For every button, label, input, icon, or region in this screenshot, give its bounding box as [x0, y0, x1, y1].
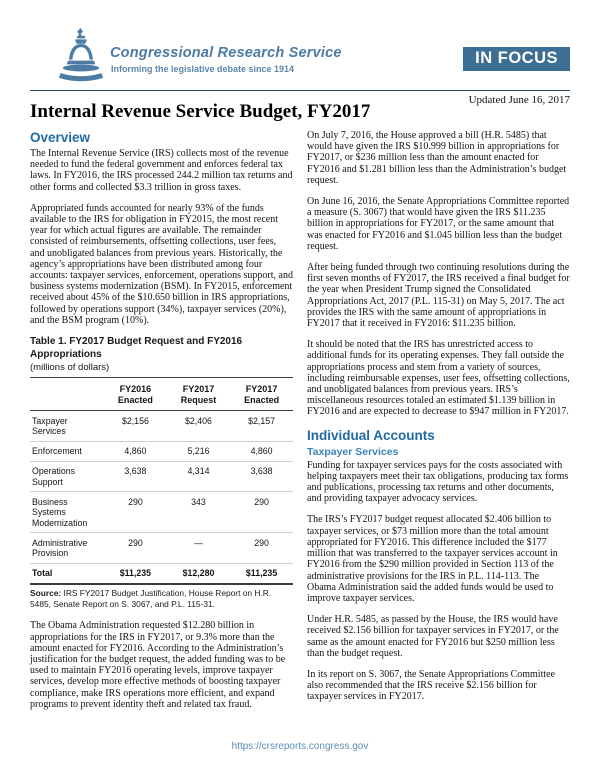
cell-value: $11,235 [230, 563, 293, 584]
document-body [30, 130, 570, 720]
cell-value: 4,314 [167, 461, 230, 492]
cell-value: $2,406 [167, 411, 230, 442]
cell-value: 290 [104, 492, 167, 533]
cell-value: 290 [230, 533, 293, 564]
paragraph: In its report on S. 3067, the Senate Appropriations Committee also recommended that the IRS receive $2.156 billion for taxpayer services in FY2017. [307, 668, 556, 703]
budget-table [30, 377, 293, 585]
paragraph: Under H.R. 5485, as passed by the House, the IRS would have received $2.156 billion for taxpayer services in FY2017, or the same as the amount enacted for FY2016 but $250 million less than the budget request. [307, 614, 559, 659]
subsection-heading-taxpayer-services: Taxpayer Services [307, 445, 399, 458]
paragraph: After being funded through two continuing resolutions during the first seven months of FY2017, the IRS received a final budget for the year when President Trump signed the Consolidated Appropriations Act, 2017 (P.L. 115-31) on May 5, 2017. The act provides the IRS with the same amount of appropriations in FY2017 that it received in FY2016: $11.235 billion. [307, 262, 570, 330]
column-header: FY2017 Request [167, 378, 230, 411]
in-focus-badge: IN FOCUS [463, 47, 570, 71]
header-rule [30, 90, 570, 91]
table-total-row [30, 563, 293, 584]
column-header: FY2016 Enacted [104, 378, 167, 411]
table-row [30, 411, 293, 442]
table-row [30, 441, 293, 461]
table-header-row [30, 378, 293, 411]
page-title: Internal Revenue Service Budget, FY2017 [30, 101, 371, 122]
cell-value: 5,216 [167, 441, 230, 461]
row-label: Operations Support [30, 461, 104, 492]
org-tagline: Informing the legislative debate since 1914 [111, 64, 295, 74]
table-title: Table 1. FY2017 Budget Request and FY2016 Appropriations [30, 336, 243, 360]
row-label: Total [30, 563, 104, 584]
paragraph: The Obama Administration requested $12.280 billion in appropriations for the IRS in FY2017, or 9.3% more than the amount enacted for FY2016. According to the Administration’s justification for the budget request, the added funding was to be used to maintain FY2016 operating levels, improve taxpayer services, develop more effective methods of boosting taxpayer compliance, make IRS operations more efficient, and expand programs to prevent identity theft and related tax fraud. [30, 620, 286, 710]
cell-value: 290 [230, 492, 293, 533]
cell-value: 3,638 [230, 461, 293, 492]
table-row [30, 533, 293, 564]
cell-value: $12,280 [167, 563, 230, 584]
cell-value: $11,235 [104, 563, 167, 584]
cell-value: 4,860 [230, 441, 293, 461]
cell-value: $2,156 [104, 411, 167, 442]
cell-value: 4,860 [104, 441, 167, 461]
row-label: Business Systems Modernization [30, 492, 104, 533]
cell-value: 290 [104, 533, 167, 564]
paragraph: The Internal Revenue Service (IRS) collects most of the revenue needed to fund the federal government and enforces federal tax laws. In FY2016, the IRS processed 244.2 million tax returns and other forms and collected $3.3 trillion in gross taxes. [30, 148, 293, 193]
crs-reports-link[interactable]: https://crsreports.congress.gov [231, 741, 369, 752]
source-label: Source: [30, 587, 62, 598]
row-label: Taxpayer Services [30, 411, 104, 442]
paragraph: The IRS’s FY2017 budget request allocated $2.406 billion to taxpayer services, or $73 million more than the total amount appropriated for FY2016. This difference included the $177 million that was transferred to the taxpayer services account in FY2016 from the $290 million provided in Section 113 of the administrative provisions for the IRS in P.L. 114-113. The Obama Administration said the added funds would be used to improve taxpayer services. [307, 514, 558, 604]
table-source-note [30, 588, 293, 610]
section-heading-overview: Overview [30, 130, 91, 145]
paragraph: Appropriated funds accounted for nearly 93% of the funds available to the IRS for obligation in FY2015, the most recent year for which actual figures are available. The remainder consisted of reimbursements, offsetting collections, user fees, and unobligated balances from previous years. Historically, the agency’s appropriations have been distributed among four accounts: taxpayer services, enforcement, operations support, and business systems modernization (BSM). In FY2015, enforcement received about 45% of the $10.650 billion in IRS appropriations, followed by operations support (34%), taxpayer services (20%), and the BSM program (10%). [30, 202, 293, 326]
org-name: Congressional Research Service [110, 45, 342, 61]
capitol-dome-icon [55, 27, 107, 85]
row-label: Enforcement [30, 441, 104, 461]
column-header: FY2017 Enacted [230, 378, 293, 411]
column-header-blank [30, 378, 104, 411]
paragraph: Funding for taxpayer services pays for the costs associated with helping taxpayers meet their tax obligations, producing tax forms and publications, processing tax returns and other documents, and providing taxpayer advocacy services. [307, 459, 569, 505]
row-label: Administrative Provision [30, 533, 104, 564]
table-row [30, 492, 293, 533]
right-column [307, 130, 570, 720]
left-column [30, 130, 293, 720]
cell-value: 3,638 [104, 461, 167, 492]
table-subtitle: (millions of dollars) [30, 362, 110, 374]
section-heading-individual-accounts: Individual Accounts [307, 427, 435, 443]
footer [0, 741, 600, 752]
source-text: IRS FY2017 Budget Justification, House Report on H.R. 5485, Senate Report on S. 3067, and P.L. 115-31. [30, 587, 272, 609]
paragraph: On June 16, 2016, the Senate Appropriations Committee reported a measure (S. 3067) that would have given the IRS $11.235 billion in appropriations for FY2017, or the same amount that was enacted for FY2016 and $1.045 billion less than the budget request. [307, 196, 570, 252]
cell-value: 343 [167, 492, 230, 533]
cell-value: $2,157 [230, 411, 293, 442]
paragraph: On July 7, 2016, the House approved a bill (H.R. 5485) that would have given the IRS $10.999 billion in appropriations for FY2017, or $236 million less than the amount enacted for FY2016 and $1.281 billion less than the Administration’s budget request. [307, 130, 567, 186]
updated-date: Updated June 16, 2017 [468, 94, 570, 106]
cell-value: — [167, 533, 230, 564]
table-row [30, 461, 293, 492]
paragraph: It should be noted that the IRS has unrestricted access to additional funds for its operating expenses. They fall outside the appropriations process and stem from a variety of sources, including reimbursable expenses, user fees, offsetting collections, and unobligated balances from previous years. IRS’s miscellaneous resources totaled an estimated $1.139 billion in FY2016 and are expected to decrease to $947 million in FY2017. [307, 339, 570, 418]
